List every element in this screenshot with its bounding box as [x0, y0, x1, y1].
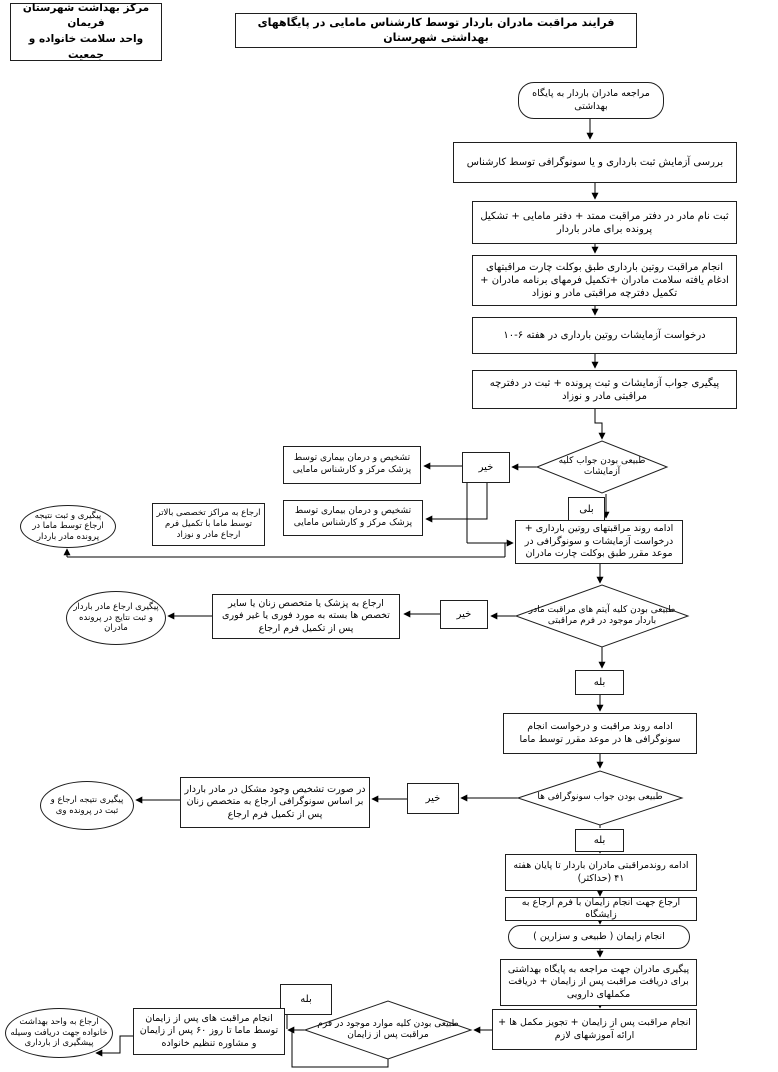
process-lab-request: درخواست آزمایشات روتین بارداری در هفته ۶-۱۰ [472, 317, 737, 354]
org-line1: مرکز بهداشت شهرستان فریمان [22, 1, 150, 30]
org-line2: واحد سلامت خانواده و جمعیت [28, 33, 144, 61]
process-continue-until-week41: ادامه روندمراقبتی مادران باردار تا پایان هفته ۴۱ (حداکثر) [505, 854, 697, 891]
terminal-referral-followup-2: پیگیری ارجاع مادر باردار و ثبت نتایج در پرونده مادران [66, 591, 166, 645]
process-continue-routine-care: ادامه روند مراقبتهای روتین بارداری + درخواست آزمایشات و سونوگرافی در موعد مقرر طبق بوکلت چارت مادران [515, 520, 683, 564]
process-continue-sonography: ادامه روند مراقبت و درخواست انجام سونوگرافی ها در موعد مقرر توسط ماما [503, 713, 697, 754]
terminal-family-health-referral: ارجاع به واحد بهداشت خانواده جهت دریافت وسیله پیشگیری از بارداری [5, 1008, 113, 1058]
process-refer-gynecologist: در صورت تشخیص وجود مشکل در مادر باردار بر اساس سونوگرافی ارجاع به متخصص زنان پس از تکمیل فرم ارجاع [180, 777, 370, 828]
process-routine-care: انجام مراقبت روتین بارداری طبق بوکلت چارت مراقبتهای ادغام یافته سلامت مادران +تکمیل فرمهای برنامه مادران + تکمیل دفترچه مراقبتی مادر و نوزاد [472, 255, 737, 306]
process-review-test: بررسی آزمایش ثبت بارداری و یا سونوگرافی توسط کارشناس [453, 142, 737, 183]
terminal-delivery: انجام زایمان ( طبیعی و سزارین ) [508, 925, 690, 949]
answer-yes-3: بله [575, 829, 624, 852]
page-title: فرایند مراقبت مادران باردار توسط کارشناس مامایی در پایگاههای بهداشتی شهرستان [235, 13, 637, 48]
process-postpartum-care: انجام مراقبت پس از زایمان + تجویز مکمل ها + ارائه آموزشهای لازم [492, 1009, 697, 1050]
terminal-referral-followup-1: پیگیری و ثبت نتیجه ارجاع توسط ماما در پرونده مادر باردار [20, 505, 116, 548]
process-diagnose-treat-a: تشخیص و درمان بیماری توسط پزشک مرکز و کارشناس مامایی [283, 446, 421, 484]
process-refer-specialist: ارجاع به پزشک یا متخصص زنان یا سایر تخصص ها بسته به مورد فوری یا غیر فوری پس از تکمیل فرم ارجاع [212, 594, 400, 639]
answer-no-3: خیر [407, 783, 459, 814]
decision-care-items-label: طبیعی بودن کلیه آیتم های مراقبت مادر باردار موجود در فرم مراقبتی [528, 604, 676, 626]
decision-labs-label: طبیعی بودن جواب کلیه آزمایشات [558, 455, 646, 477]
process-delivery-referral: ارجاع جهت انجام زایمان با فرم ارجاع به زایشگاه [505, 897, 697, 921]
answer-yes-1: بلی [568, 497, 605, 522]
process-register-mother: ثبت نام مادر در دفتر مراقبت ممتد + دفتر مامایی + تشکیل پرونده برای مادر باردار [472, 201, 737, 244]
process-diagnose-treat-b: تشخیص و درمان بیماری توسط پزشک مرکز و کارشناس مامایی [283, 500, 423, 536]
process-lab-followup: پیگیری جواب آزمایشات و ثبت پرونده + ثبت در دفترچه مراقبتی مادر و نوزاد [472, 370, 737, 409]
answer-yes-4: بله [280, 984, 332, 1015]
start-terminal: مراجعه مادران باردار به پایگاه بهداشتی [518, 82, 664, 119]
process-postpartum-followup: پیگیری مادران جهت مراجعه به پایگاه بهداشتی برای دریافت مراقبت پس از زایمان + دریافت مکملهای دارویی [500, 959, 697, 1006]
process-postpartum-60days: انجام مراقبت های پس از زایمان توسط ماما تا روز ۶۰ پس از زایمان و مشاوره تنظیم خانواده [133, 1008, 285, 1055]
terminal-referral-followup-3: پیگیری نتیجه ارجاع و ثبت در پرونده وی [40, 781, 134, 830]
decision-sonography-label: طبیعی بودن جواب سونوگرافی ها [537, 792, 663, 803]
answer-no-2: خیر [440, 600, 488, 629]
decision-postpartum-label: طبیعی بودن کلیه موارد موجود در فرم مراقبت پس از زایمان [317, 1018, 459, 1040]
process-refer-higher-centers: ارجاع به مراکز تخصصی بالاتر توسط ماما با تکمیل فرم ارجاع مادر و نوزاد [152, 503, 265, 546]
org-box [10, 3, 162, 61]
answer-yes-2: بله [575, 670, 624, 695]
answer-no-1: خیر [462, 452, 510, 483]
